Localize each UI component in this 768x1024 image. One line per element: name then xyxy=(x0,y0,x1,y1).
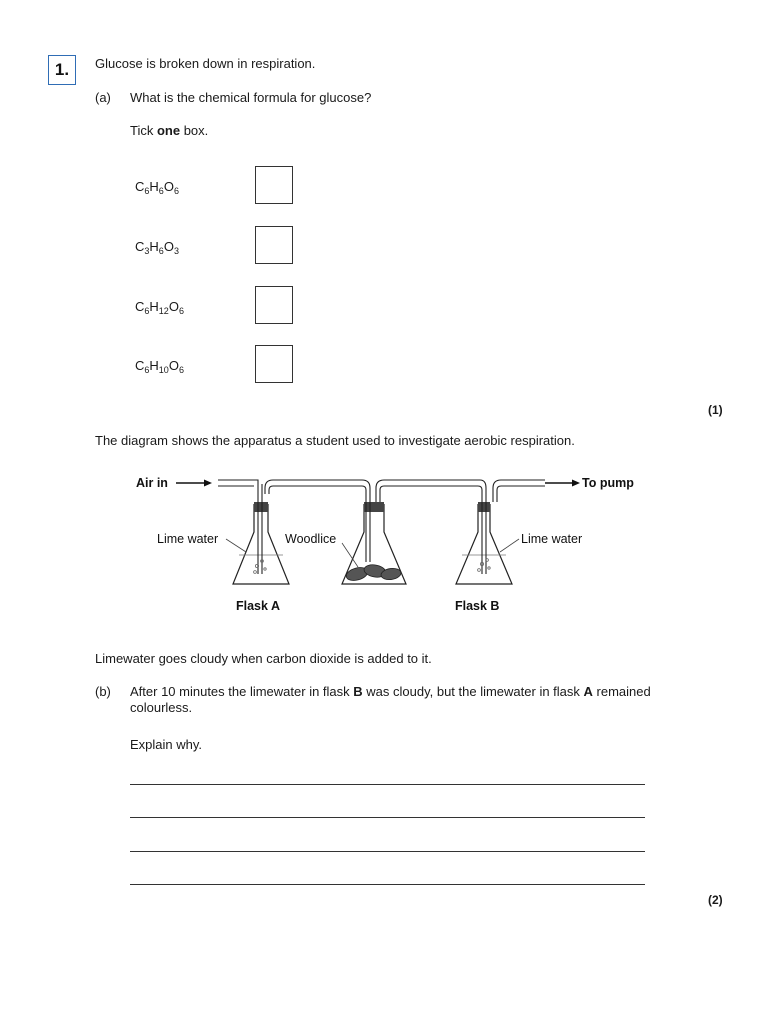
woodlice-label: Woodlice xyxy=(285,532,337,546)
leader-lines xyxy=(226,539,519,567)
tick-box[interactable] xyxy=(255,166,293,204)
answer-line[interactable] xyxy=(130,784,645,785)
formula-option: $C_3H_6O_3$ xyxy=(135,239,179,256)
formula-option: $C_6H_{12}O_6$ xyxy=(135,299,184,316)
flask-b-label: Flask B xyxy=(455,599,500,613)
tick-box[interactable] xyxy=(255,286,293,324)
answer-line[interactable] xyxy=(130,884,645,885)
part-b-marks: (2) xyxy=(708,893,723,907)
apparatus-diagram xyxy=(0,462,768,622)
question-intro: Glucose is broken down in respiration. xyxy=(95,56,316,71)
flask-a xyxy=(233,504,289,584)
part-a-instruction: Tick one box. xyxy=(130,123,209,138)
answer-line[interactable] xyxy=(130,851,645,852)
lime-water-right-label: Lime water xyxy=(521,532,583,546)
air-in-label: Air in xyxy=(136,476,168,490)
part-b-label: (b) xyxy=(95,684,111,699)
question-number: 1. xyxy=(48,55,76,85)
flask-a-label: Flask A xyxy=(236,599,281,613)
limewater-statement: Limewater goes cloudy when carbon dioxide is added to it. xyxy=(95,651,432,666)
diagram-caption: The diagram shows the apparatus a student used to investigate aerobic respiration. xyxy=(95,433,575,448)
tick-box[interactable] xyxy=(255,226,293,264)
answer-line[interactable] xyxy=(130,817,645,818)
woodlice-icon xyxy=(345,563,402,582)
part-a-label: (a) xyxy=(95,90,111,105)
to-pump-label: To pump xyxy=(582,476,634,490)
part-a-marks: (1) xyxy=(708,403,723,417)
part-b-prompt: After 10 minutes the limewater in flask B was cloudy, but the limewater in flask A remained colourless. xyxy=(130,684,651,715)
stoppers xyxy=(254,502,490,512)
tick-box[interactable] xyxy=(255,345,293,383)
glass-tubing xyxy=(218,480,545,574)
formula-option: $C_6H_{10}O_6$ xyxy=(135,358,184,375)
flask-b xyxy=(456,504,512,584)
part-b-instruction: Explain why. xyxy=(130,737,203,752)
formula-option: $C_6H_6O_6$ xyxy=(135,179,179,196)
lime-water-left-label: Lime water xyxy=(157,532,219,546)
part-a-prompt: What is the chemical formula for glucose? xyxy=(130,90,372,105)
